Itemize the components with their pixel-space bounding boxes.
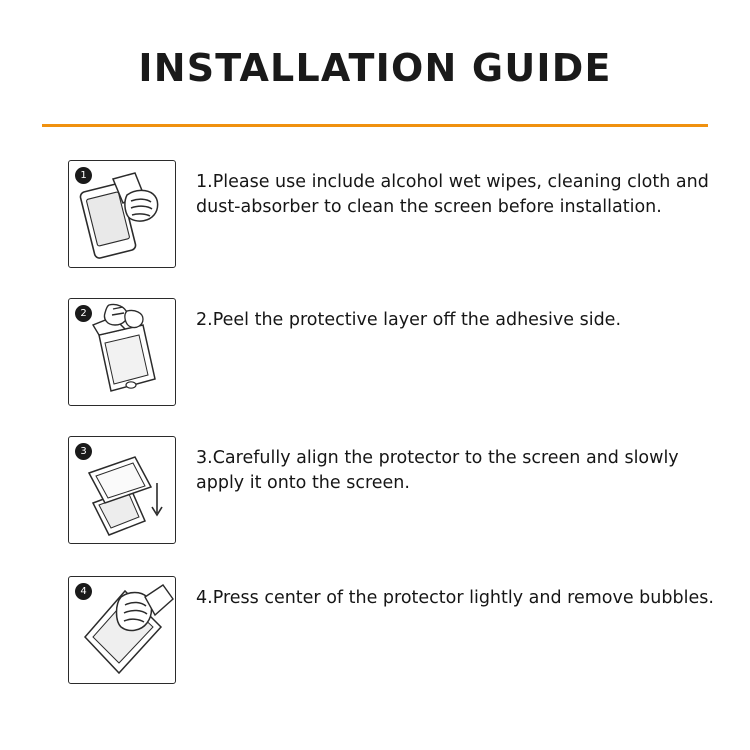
step-4-body: Press center of the protector lightly and remove bubbles.	[212, 588, 714, 608]
step-1-number: 1.	[196, 172, 213, 192]
steps-list	[0, 150, 750, 684]
step-3-figure	[68, 436, 176, 544]
step-1-text	[196, 160, 726, 221]
step-1-body: Please use include alcohol wet wipes, cleaning cloth and dust-absorber to clean the screen before installation.	[196, 172, 709, 218]
step-4-number: 4.	[196, 588, 213, 608]
step-1-badge: 1	[75, 167, 92, 184]
step-2-body: Peel the protective layer off the adhesive side.	[212, 310, 622, 330]
step-1-figure	[68, 160, 176, 268]
title-divider	[42, 124, 708, 127]
step-3-text	[196, 436, 726, 497]
list-item	[0, 576, 750, 684]
step-3-badge: 3	[75, 443, 92, 460]
page-header	[0, 48, 750, 90]
list-item	[0, 298, 750, 406]
page-title: INSTALLATION GUIDE	[138, 46, 612, 90]
step-2-figure	[68, 298, 176, 406]
step-2-number: 2.	[196, 310, 213, 330]
step-4-badge: 4	[75, 583, 92, 600]
step-2-text	[196, 298, 726, 333]
step-4-text	[196, 576, 726, 611]
step-4-figure	[68, 576, 176, 684]
list-item	[0, 160, 750, 268]
step-2-badge: 2	[75, 305, 92, 322]
step-3-body: Carefully align the protector to the screen and slowly apply it onto the screen.	[196, 448, 679, 494]
step-3-number: 3.	[196, 448, 213, 468]
list-item	[0, 436, 750, 544]
